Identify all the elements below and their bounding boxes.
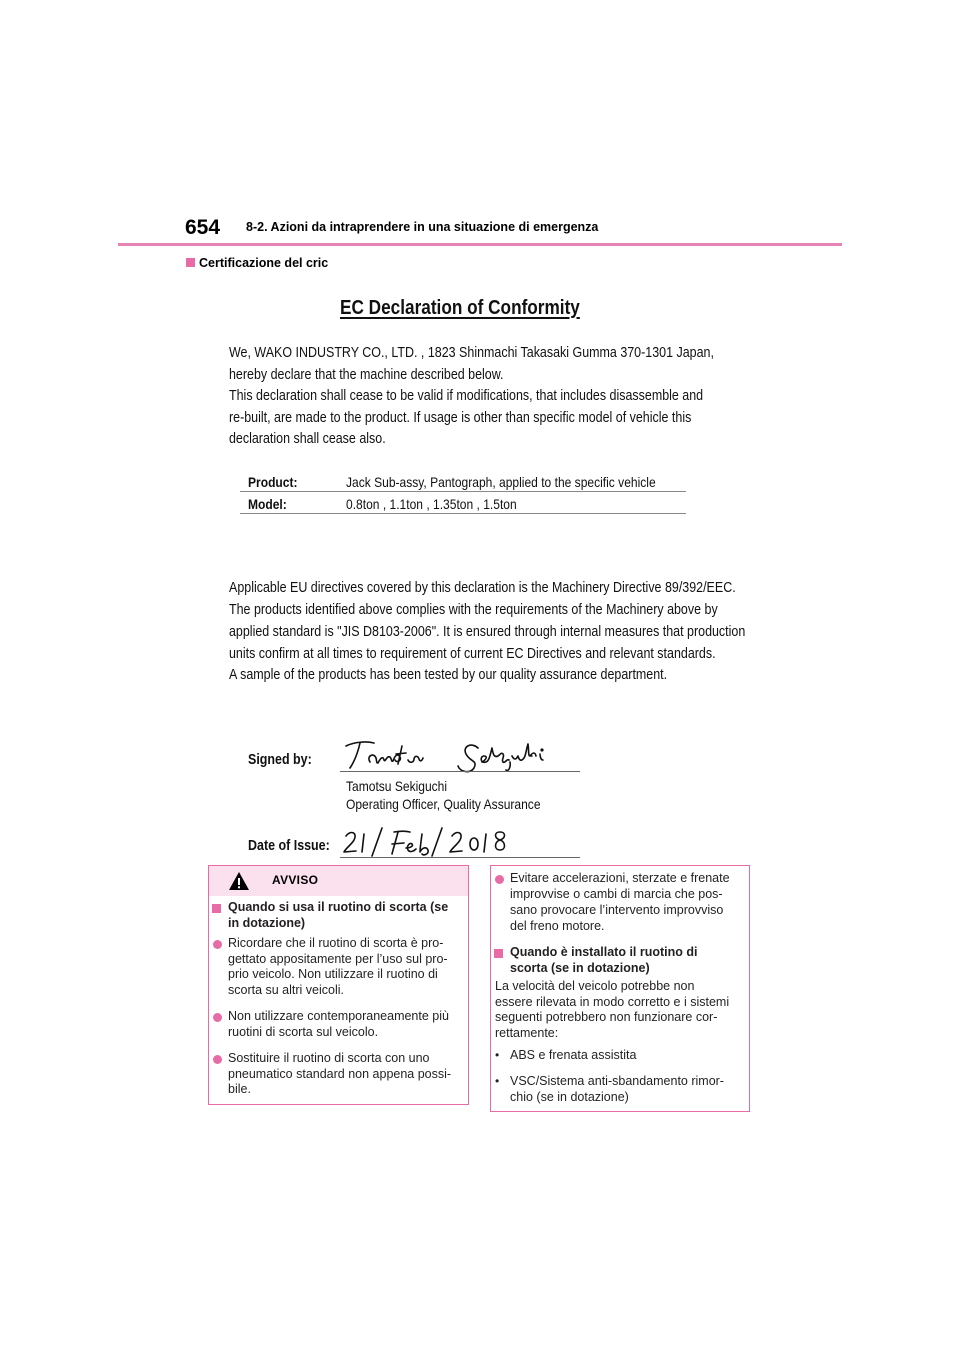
header-divider — [118, 243, 842, 246]
signature-rule — [340, 771, 580, 772]
bullet-dot-icon — [495, 875, 504, 884]
warning-bullet-line: scorta su altri veicoli. — [228, 983, 345, 997]
bullet-dot-icon — [213, 1013, 222, 1022]
info-heading-line: scorta (se in dotazione) — [510, 961, 650, 975]
info-item-line: chio (se in dotazione) — [510, 1090, 629, 1104]
info-bullet-line: improvvise o cambi di marcia che pos- — [510, 887, 723, 901]
handwritten-date — [340, 824, 520, 860]
warning-bullet-line: Ricordare che il ruotino di scorta è pro- — [228, 936, 444, 950]
chapter-title: 8-2. Azioni da intraprendere in una situazione di emergenza — [246, 220, 599, 234]
warning-bullet-line: Sostituire il ruotino di scorta con uno — [228, 1051, 430, 1065]
model-rule — [240, 513, 686, 514]
cert-body-line: applied standard is "JIS D8103-2006". It is ensured through internal measures that production — [229, 624, 746, 640]
cert-intro-line: This declaration shall cease to be valid if modifications, that includes disassemble and — [229, 388, 704, 404]
signer-title: Operating Officer, Quality Assurance — [346, 796, 541, 812]
warning-bullet-line: bile. — [228, 1082, 251, 1096]
info-paragraph-line: rettamente: — [495, 1026, 559, 1040]
heading-square-icon — [212, 904, 221, 913]
cert-intro-line: re-built, are made to the product. If usage is other than specific model of vehicle this — [229, 410, 692, 426]
date-rule — [340, 857, 580, 858]
info-heading-line: Quando è installato il ruotino di — [510, 945, 698, 959]
info-item-line: ABS e frenata assistita — [510, 1048, 637, 1062]
model-value: 0.8ton , 1.1ton , 1.35ton , 1.5ton — [346, 496, 517, 512]
bullet-point-icon: • — [495, 1048, 500, 1062]
signed-by-label: Signed by: — [248, 752, 312, 768]
info-bullet-line: sano provocare l’intervento improvviso — [510, 903, 724, 917]
section-title-text: Certificazione del cric — [199, 256, 329, 270]
bullet-dot-icon — [213, 940, 222, 949]
cert-body-line: The products identified above complies with the requirements of the Machinery above by — [229, 602, 718, 618]
warning-bullet-line: prio veicolo. Non utilizzare il ruotino di — [228, 967, 438, 981]
warning-bullet-line: Non utilizzare contemporaneamente più — [228, 1009, 449, 1023]
date-of-issue-label: Date of Issue: — [248, 838, 330, 854]
cert-body-line: A sample of the products has been tested by our quality assurance department. — [229, 667, 668, 683]
model-label: Model: — [248, 496, 287, 512]
info-bullet-line: Evitare accelerazioni, sterzate e frenate — [510, 871, 730, 885]
cert-intro-line: declaration shall cease also. — [229, 431, 386, 447]
warning-heading-line: Quando si usa il ruotino di scorta (se — [228, 900, 449, 914]
warning-label: AVVISO — [272, 873, 319, 887]
warning-bullet-line: ruotini di scorta sul veicolo. — [228, 1025, 379, 1039]
warning-bullet-line: pneumatico standard non appena possi- — [228, 1067, 452, 1081]
signer-name: Tamotsu Sekiguchi — [346, 778, 448, 794]
info-item-line: VSC/Sistema anti-sbandamento rimor- — [510, 1074, 724, 1088]
info-paragraph-line: La velocità del veicolo potrebbe non — [495, 979, 695, 993]
warning-heading-line: in dotazione) — [228, 916, 306, 930]
section-square-icon — [186, 258, 195, 267]
info-bullet-line: del freno motore. — [510, 919, 605, 933]
info-paragraph-line: essere rilevata in modo corretto e i sistemi — [495, 995, 730, 1009]
product-value: Jack Sub-assy, Pantograph, applied to the specific vehicle — [346, 474, 656, 490]
certificate-title: EC Declaration of Conformity — [340, 297, 580, 319]
cert-body-line: units confirm at all times to requirement of current EC Directives and relevant standards. — [229, 646, 716, 662]
section-title — [186, 256, 328, 270]
product-rule — [240, 491, 686, 492]
cert-intro-line: We, WAKO INDUSTRY CO., LTD. , 1823 Shinmachi Takasaki Gumma 370-1301 Japan, — [229, 345, 714, 361]
cert-body-line: Applicable EU directives covered by this declaration is the Machinery Directive 89/392/EEC. — [229, 580, 736, 596]
cert-intro-line: hereby declare that the machine described below. — [229, 367, 504, 383]
warning-bullet-line: gettato appositamente per l’uso sul pro- — [228, 952, 448, 966]
bullet-point-icon: • — [495, 1074, 500, 1088]
page-number: 654 — [185, 216, 221, 239]
bullet-dot-icon — [213, 1055, 222, 1064]
info-paragraph-line: seguenti potrebbero non funzionare cor- — [495, 1010, 718, 1024]
heading-square-icon — [494, 949, 503, 958]
warning-triangle-icon — [228, 871, 250, 891]
product-label: Product: — [248, 474, 298, 490]
handwritten-signature — [340, 732, 570, 774]
